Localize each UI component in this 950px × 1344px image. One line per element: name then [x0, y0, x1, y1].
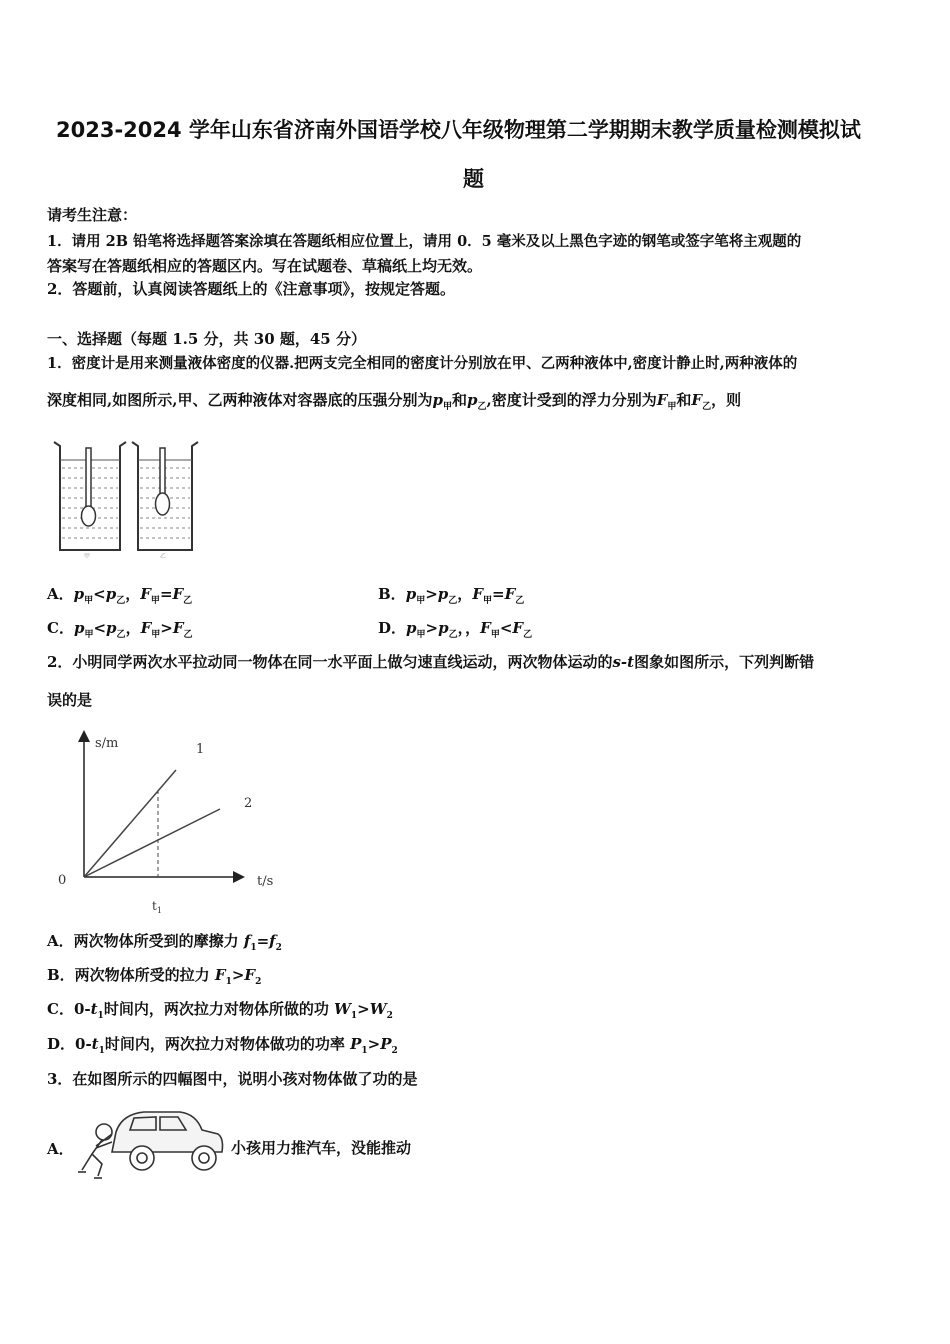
q2-option-a[interactable]: A．两次物体所受到的摩擦力 $f_1=f_2$: [47, 932, 282, 953]
q2-option-d[interactable]: D．$0-t_1$时间内，两次拉力对物体做功的功率 $P_1>P_2$: [47, 1035, 398, 1056]
q1-option-d[interactable]: D．$p_甲>p_乙$，，$F_甲<F_乙$: [378, 619, 533, 640]
section-heading: 一、选择题（每题 1.5 分，共 30 题，45 分）: [47, 330, 366, 348]
q1-stem-line2: 深度相同,如图所示,甲、乙两种液体对容器底的压强分别为$p_甲$和$p_乙$,密度计受到的浮力分别为$F_甲$和$F_乙$，则: [47, 391, 742, 412]
q2-option-b[interactable]: B．两次物体所受的拉力 $F_1>F_2$: [47, 966, 262, 987]
q3-option-a-letter[interactable]: A．: [47, 1140, 74, 1158]
line-1-label: 1: [196, 742, 205, 757]
q3-option-a-text: 小孩用力推汽车，没能推动: [231, 1139, 412, 1157]
q1-option-b[interactable]: B．$p_甲>p_乙$，$F_甲=F_乙$: [378, 585, 525, 606]
x-axis-label: t/s: [257, 874, 274, 889]
page-title-continued: 题: [463, 167, 484, 191]
y-axis-label: s/m: [95, 736, 119, 751]
origin-label: 0: [58, 873, 67, 888]
series-line-1: [84, 770, 176, 877]
q2-stem-line2: 误的是: [47, 691, 93, 709]
series-line-2: [84, 809, 220, 877]
notice-item-1: 1．请用 2B 铅笔将选择题答案涂填在答题纸相应位置上，请用 0．5 毫米及以上黑色字迹的钢笔或签字笔将主观题的: [47, 233, 802, 250]
notice-item-2: 2．答题前，认真阅读答题纸上的《注意事项》，按规定答题。: [47, 280, 455, 298]
q3-stem: 3．在如图所示的四幅图中，说明小孩对物体做了功的是: [47, 1070, 418, 1088]
figure-label-yi: 乙: [160, 553, 167, 560]
q2-stem-line1: 2．小明同学两次水平拉动同一物体在同一水平面上做匀速直线运动，两次物体运动的s-t图象如图所示，下列判断错: [47, 653, 815, 671]
page-title: 2023-2024 学年山东省济南外国语学校八年级物理第二学期期末教学质量检测模拟试: [56, 118, 861, 142]
t1-tick-label: $t_1$: [152, 899, 162, 915]
line-2-label: 2: [244, 796, 253, 811]
figure-label-jia: 甲: [84, 553, 91, 560]
q1-option-a[interactable]: A．$p_甲<p_乙$，$F_甲=F_乙$: [47, 585, 193, 606]
q3-child-pushing-car-illustration: [72, 1102, 228, 1182]
notice-item-1-cont: 答案写在答题纸相应的答题区内。写在试题卷、草稿纸上均无效。: [47, 257, 483, 275]
notice-heading: 请考生注意：: [47, 206, 138, 224]
q1-option-c[interactable]: C．$p_甲<p_乙$，$F_甲>F_乙$: [47, 619, 193, 640]
q2-option-c[interactable]: C．$0-t_1$时间内，两次拉力对物体所做的功 $W_1>W_2$: [47, 1000, 393, 1021]
q2-st-graph: [50, 725, 290, 920]
q1-hydrometer-figure: [46, 432, 206, 560]
q1-stem-line1: 1．密度计是用来测量液体密度的仪器.把两支完全相同的密度计分别放在甲、乙两种液体中,密度计静止时,两种液体的: [47, 355, 798, 372]
